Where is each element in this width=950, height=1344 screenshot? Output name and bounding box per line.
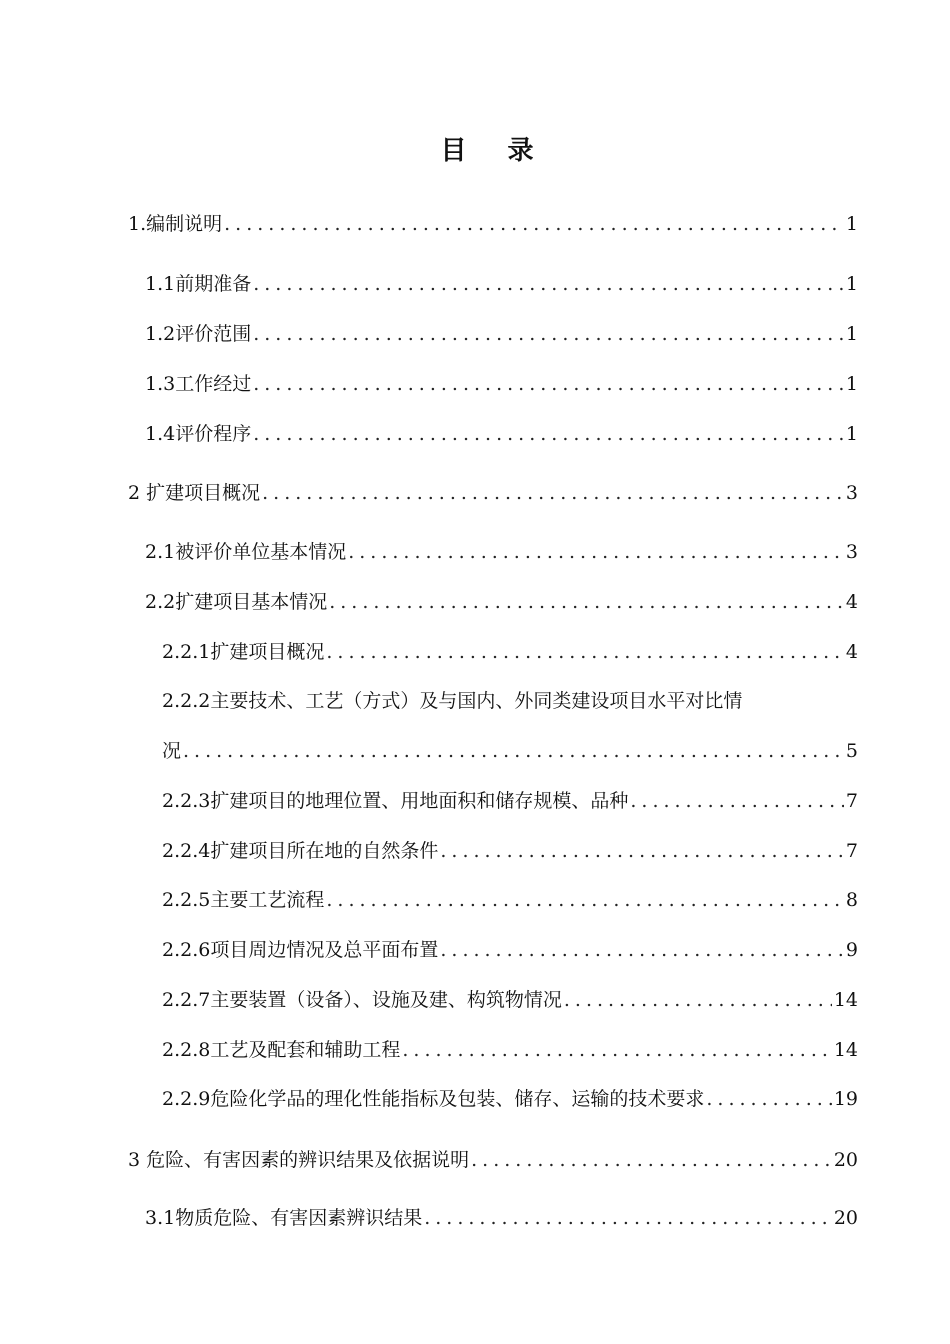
toc-entry-label: 1.3工作经过: [145, 373, 252, 395]
toc-entry-1-1[interactable]: [145, 272, 858, 296]
toc-entry-label: 1.4评价程序: [145, 423, 252, 445]
toc-entry-label: 2.2.1扩建项目概况: [162, 641, 325, 663]
toc-entry-label: 1.2评价范围: [145, 323, 252, 345]
toc-leader-dots: [183, 739, 844, 763]
toc-page-number: 5: [845, 740, 858, 762]
toc-entry-1[interactable]: [128, 212, 858, 236]
toc-entry-label: 2.2.8工艺及配套和辅助工程: [162, 1039, 401, 1061]
toc-entry-label: 2.2.6项目周边情况及总平面布置: [162, 939, 439, 961]
toc-page-number: 1: [845, 213, 858, 235]
toc-entry-2-2[interactable]: [145, 590, 858, 614]
toc-entry-label: 2 扩建项目概况: [128, 482, 261, 504]
toc-leader-dots: [329, 590, 844, 614]
toc-entry-3[interactable]: [128, 1148, 858, 1172]
toc-leader-dots: [402, 1038, 831, 1062]
toc-page-number: 3: [845, 482, 858, 504]
toc-entry-label: 2.2.4扩建项目所在地的自然条件: [162, 840, 439, 862]
toc-leader-dots: [471, 1148, 832, 1172]
toc-leader-dots: [424, 1206, 832, 1230]
toc-page-number: 4: [845, 591, 858, 613]
toc-entry-2[interactable]: [128, 481, 858, 505]
toc-leader-dots: [326, 888, 844, 912]
toc-entry-label: 1.编制说明: [128, 213, 223, 235]
toc-entry-label: 2.1被评价单位基本情况: [145, 541, 347, 563]
toc-entry-2-2-1[interactable]: [162, 640, 858, 664]
toc-leader-dots: [253, 322, 844, 346]
toc-entry-2-2-9[interactable]: [162, 1087, 858, 1111]
toc-page-number: 8: [845, 889, 858, 911]
toc-entry-2-2-3[interactable]: [162, 789, 858, 813]
toc-entry-1-2[interactable]: [145, 322, 858, 346]
toc-entry-2-2-2-line1[interactable]: 2.2.2主要技术、工艺（方式）及与国内、外同类建设项目水平对比情: [162, 690, 743, 712]
toc-leader-dots: [326, 640, 844, 664]
toc-page-number: 1: [845, 423, 858, 445]
toc-page-number: 20: [833, 1149, 858, 1171]
toc-page-number: 9: [845, 939, 858, 961]
toc-entry-2-2-2[interactable]: [162, 739, 858, 763]
toc-page-number: 7: [845, 840, 858, 862]
toc-entry-label: 2.2扩建项目基本情况: [145, 591, 328, 613]
toc-entry-2-1[interactable]: [145, 540, 858, 564]
toc-entry-1-3[interactable]: [145, 372, 858, 396]
toc-entry-label: 况: [162, 740, 182, 762]
toc-entry-label: 2.2.9危险化学品的理化性能指标及包装、储存、运输的技术要求: [162, 1088, 705, 1110]
toc-page-number: 1: [845, 373, 858, 395]
toc-entry-label: 2.2.5主要工艺流程: [162, 889, 325, 911]
toc-page-number: 14: [833, 1039, 858, 1061]
toc-entry-2-2-6[interactable]: [162, 938, 858, 962]
toc-entry-3-1[interactable]: [145, 1206, 858, 1230]
toc-entry-label: 2.2.3扩建项目的地理位置、用地面积和储存规模、品种: [162, 790, 629, 812]
toc-leader-dots: [253, 372, 844, 396]
toc-page-number: 1: [845, 273, 858, 295]
toc-leader-dots: [440, 839, 844, 863]
toc-page-number: 1: [845, 323, 858, 345]
toc-page-number: 20: [833, 1207, 858, 1229]
toc-page-number: 19: [833, 1088, 858, 1110]
toc-title: 目 录: [440, 136, 550, 166]
toc-entry-1-4[interactable]: [145, 422, 858, 446]
toc-entry-label: 1.1前期准备: [145, 273, 252, 295]
toc-leader-dots: [348, 540, 844, 564]
toc-leader-dots: [440, 938, 844, 962]
toc-page-number: 7: [845, 790, 858, 812]
toc-leader-dots: [262, 481, 844, 505]
toc-page-number: 4: [845, 641, 858, 663]
toc-leader-dots: [706, 1087, 831, 1111]
toc-leader-dots: [564, 988, 832, 1012]
toc-entry-2-2-7[interactable]: [162, 988, 858, 1012]
toc-entry-2-2-4[interactable]: [162, 839, 858, 863]
toc-leader-dots: [253, 422, 844, 446]
toc-entry-2-2-8[interactable]: [162, 1038, 858, 1062]
toc-leader-dots: [253, 272, 844, 296]
toc-page-number: 14: [833, 989, 858, 1011]
toc-entry-label: 3 危险、有害因素的辨识结果及依据说明: [128, 1149, 470, 1171]
toc-entry-label: 3.1物质危险、有害因素辨识结果: [145, 1207, 423, 1229]
toc-entry-label: 2.2.7主要装置（设备）、设施及建、构筑物情况: [162, 989, 562, 1011]
toc-page-number: 3: [845, 541, 858, 563]
toc-entry-2-2-5[interactable]: [162, 888, 858, 912]
toc-leader-dots: [224, 212, 844, 236]
toc-leader-dots: [630, 789, 844, 813]
